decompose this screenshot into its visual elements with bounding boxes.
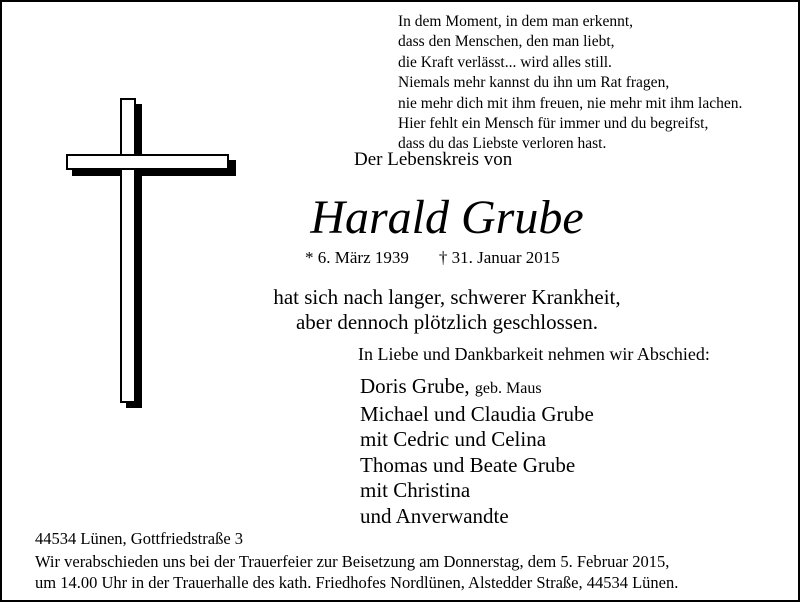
address: 44534 Lünen, Gottfriedstraße 3 [35,529,244,548]
poem-line: dass den Menschen, den man liebt, [398,33,615,51]
deceased-name: Harald Grube [310,191,584,244]
mourner-line: Michael und Claudia Grube [360,401,594,426]
farewell-text: In Liebe und Dankbarkeit nehmen wir Abschied: [358,344,710,364]
maiden-name: geb. Maus [474,380,542,397]
poem-line: Hier fehlt ein Mensch für immer und du begreifst, [398,115,709,133]
birth-date: * 6. März 1939 [305,248,409,267]
mourner-line: Thomas und Beate Grube [360,452,576,477]
poem-line: nie mehr dich mit ihm freuen, nie mehr mit ihm lachen. [398,94,743,112]
funeral-info [35,551,678,593]
mourner-line [360,374,594,402]
funeral-line: um 14.00 Uhr in der Trauerhalle des kath. Friedhofes Nordlünen, Alstedder Straße, 44534 Lünen. [35,573,679,592]
mourner-line: mit Christina [360,478,471,502]
poem-line: In dem Moment, in dem man erkennt, [398,13,634,30]
intro-text: Der Lebenskreis von [354,149,513,170]
poem [398,12,742,155]
mourner-line: mit Cedric und Celina [360,427,547,451]
funeral-line: Wir verabschieden uns bei der Trauerfeier zur Beisetzung am Donnerstag, dem 5. Februar 2015, [35,552,670,571]
mourners-list [360,374,594,529]
mourner-name: Doris Grube, [360,374,475,398]
statement [202,285,692,335]
cross-icon [66,98,236,408]
life-dates [305,248,560,268]
mourner-line: und Anverwandte [360,503,509,528]
poem-line: die Kraft verlässt... wird alles still. [398,53,612,71]
statement-line: hat sich nach langer, schwerer Krankheit, [273,285,621,309]
death-date: † 31. Januar 2015 [438,248,560,267]
statement-line: aber dennoch plötzlich geschlossen. [295,310,599,334]
poem-line: dass du das Liebste verloren hast. [398,135,607,153]
poem-line: Niemals mehr kannst du ihn um Rat fragen, [398,74,670,92]
